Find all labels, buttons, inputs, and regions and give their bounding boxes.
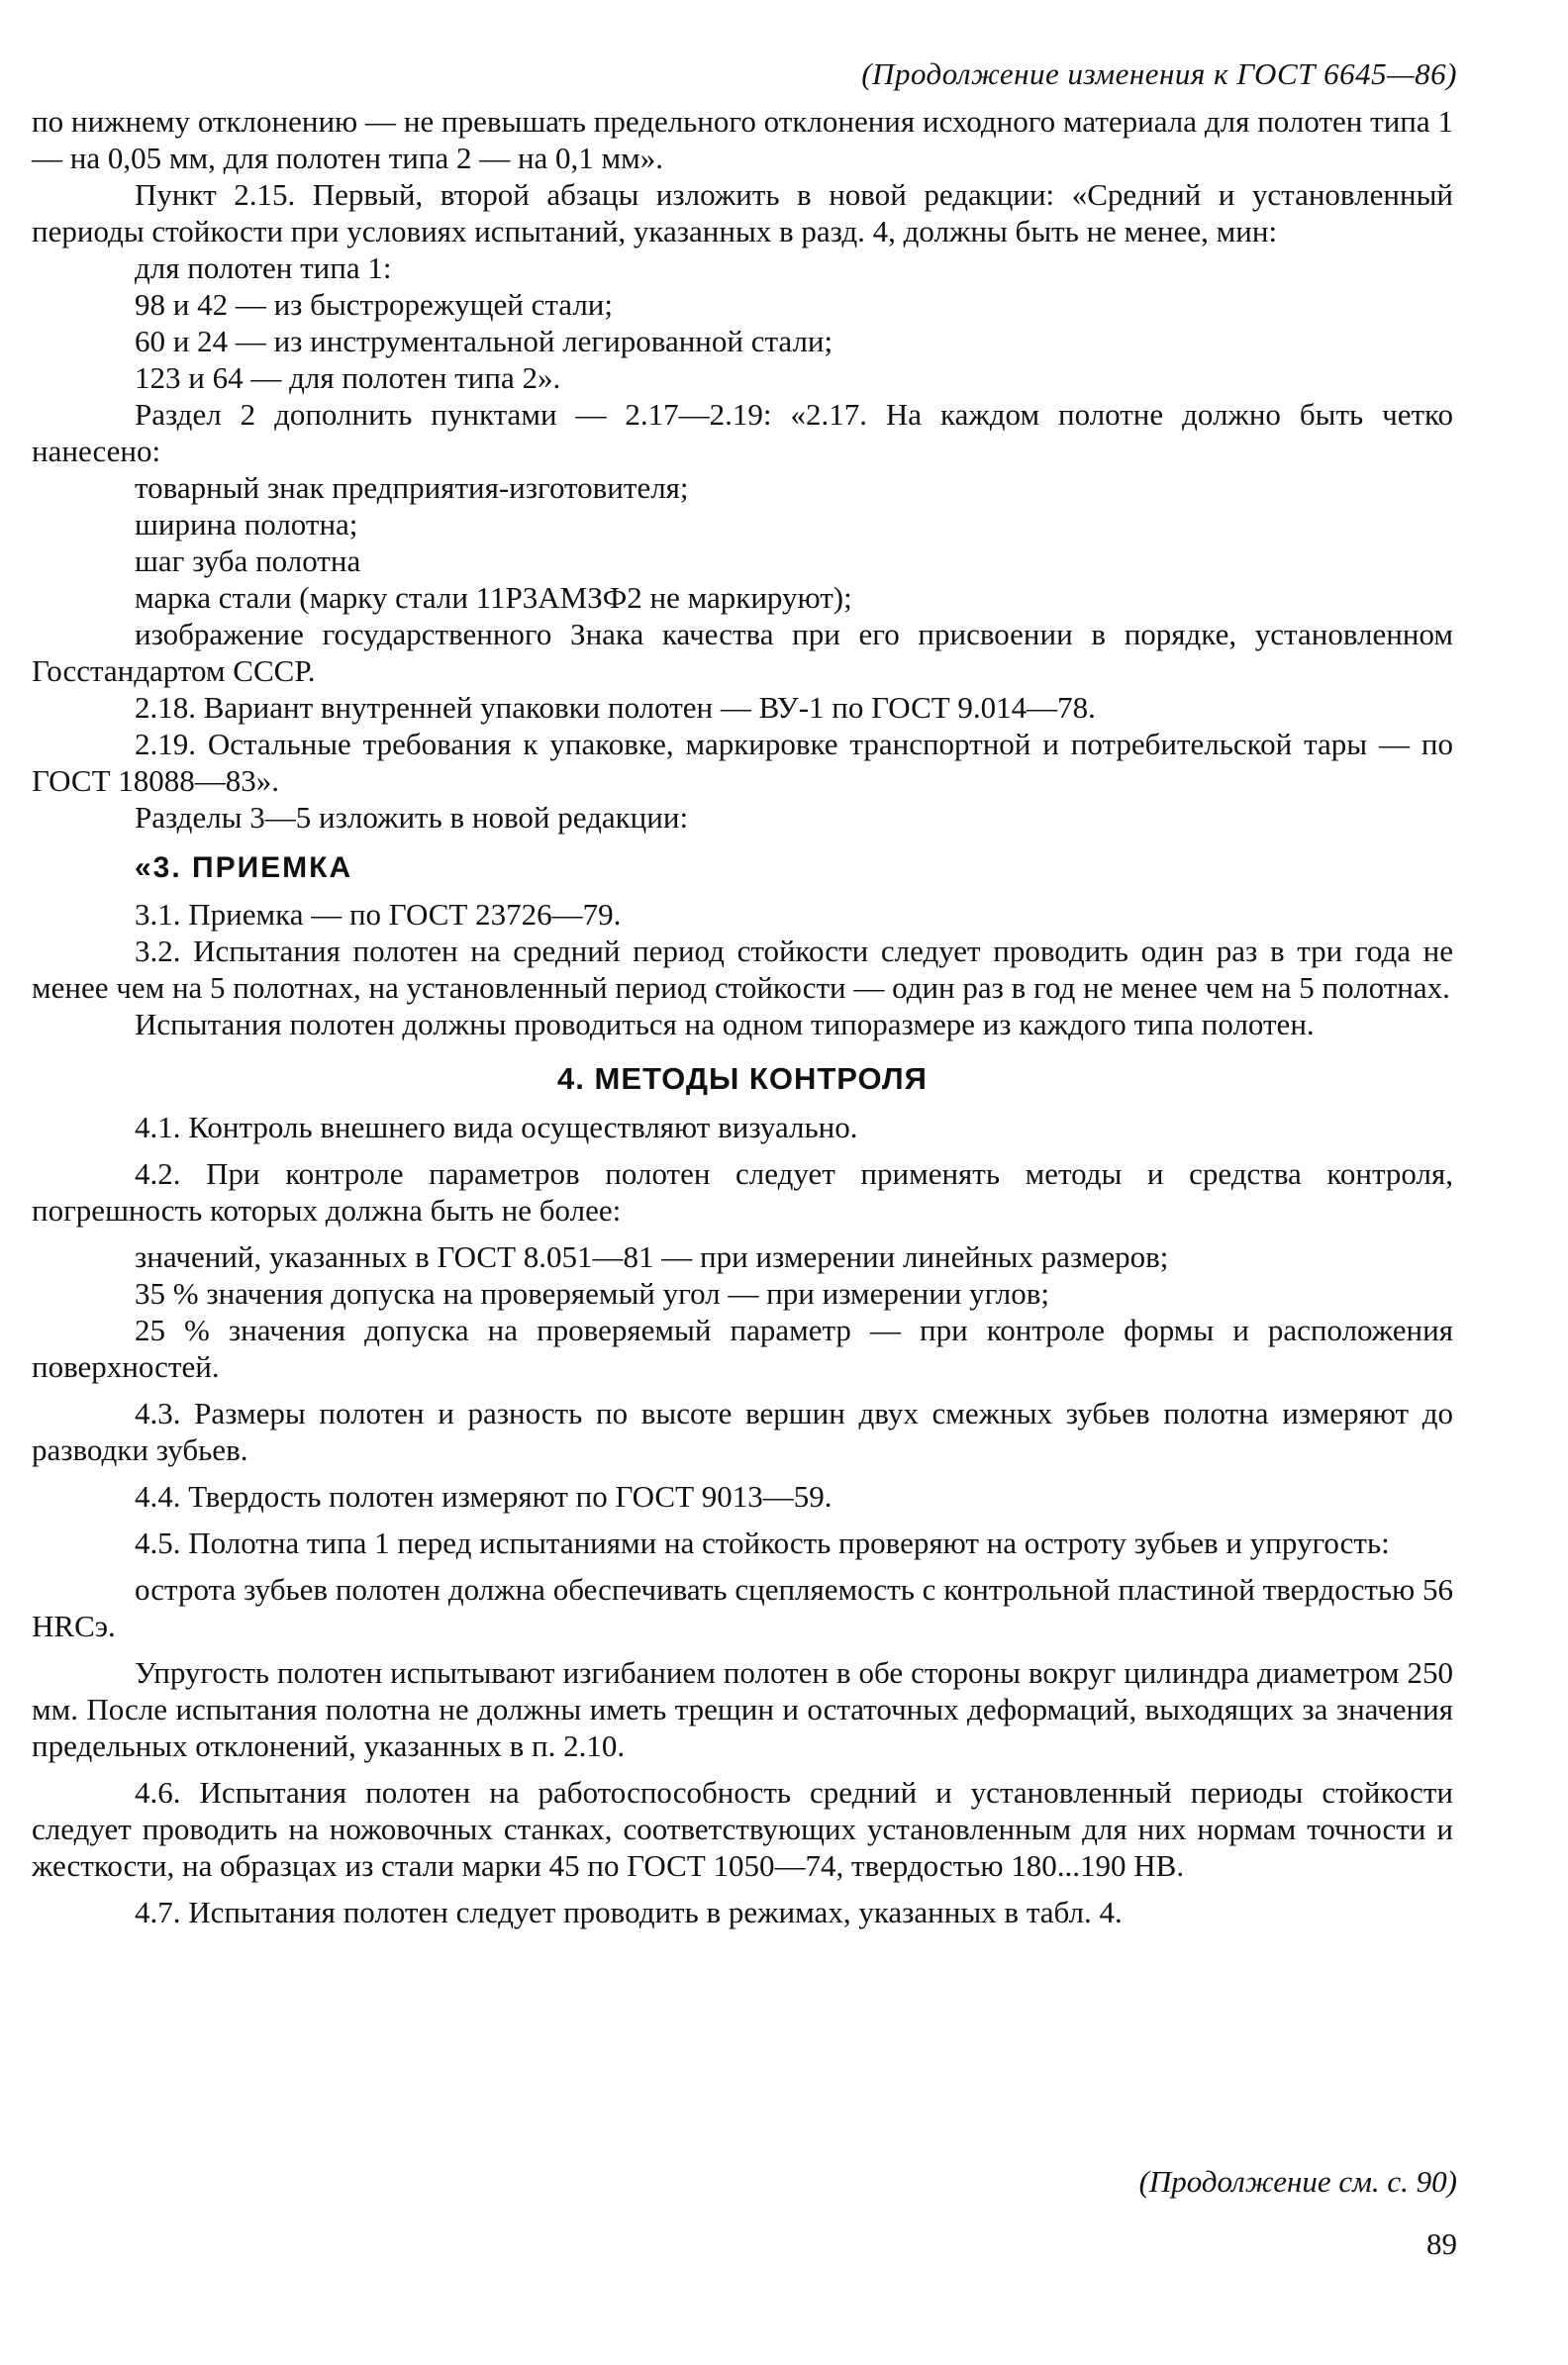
paragraph: значений, указанных в ГОСТ 8.051—81 — при измерении линейных размеров;	[135, 1239, 1169, 1274]
paragraph: 4.5. Полотна типа 1 перед испытаниями на стойкость проверяют на остроту зубьев и упругость:	[135, 1526, 1390, 1560]
paragraph: 25 % значения допуска на проверяемый параметр — при контроле формы и расположения поверхностей.	[32, 1313, 1453, 1384]
paragraph: Раздел 2 дополнить пунктами — 2.17—2.19: «2.17. На каждом полотне должно быть четко нанесено:	[32, 397, 1453, 468]
paragraph: 4.4. Твердость полотен измеряют по ГОСТ 9013—59.	[135, 1479, 833, 1514]
page-number: 89	[1426, 2226, 1457, 2261]
paragraph: изображение государственного Знака качества при его присвоении в порядке, установленном Госстандартом СССР.	[32, 617, 1453, 688]
document-body	[32, 103, 1453, 1930]
paragraph: Пункт 2.15. Первый, второй абзацы изложить в новой редакции: «Средний и установленный периоды стойкости при условиях испытаний, указанных в разд. 4, должны быть не менее, мин:	[32, 177, 1453, 248]
paragraph: 35 % значения допуска на проверяемый угол — при измерении углов;	[135, 1276, 1049, 1311]
running-header: (Продолжение изменения к ГОСТ 6645—86)	[861, 56, 1457, 91]
paragraph: 3.1. Приемка — по ГОСТ 23726—79.	[135, 897, 622, 932]
list-item: ширина полотна;	[135, 507, 358, 542]
paragraph: 4.6. Испытания полотен на работоспособность средний и установленный периоды стойкости следует проводить на ножовочных станках, соответствующих установленным для них нормам точности и жесткости, на образцах из стали марки 45 по ГОСТ 1050—74, твердостью 180...190 НВ.	[32, 1775, 1453, 1883]
paragraph: по нижнему отклонению — не превышать предельного отклонения исходного материала для полотен типа 1 — на 0,05 мм, для полотен типа 2 — на 0,1 мм».	[32, 104, 1453, 175]
list-item: шаг зуба полотна	[135, 543, 361, 578]
section-heading-control-methods: 4. МЕТОДЫ КОНТРОЛЯ	[557, 1061, 928, 1096]
paragraph: Упругость полотен испытывают изгибанием полотен в обе стороны вокруг цилиндра диаметром 250 мм. После испытания полотна не должны иметь трещин и остаточных деформаций, выходящих за значения предельных отклонений, указанных в п. 2.10.	[32, 1655, 1453, 1763]
list-item: для полотен типа 1:	[135, 250, 392, 285]
list-item: 123 и 64 — для полотен типа 2».	[135, 360, 561, 395]
paragraph: 4.7. Испытания полотен следует проводить в режимах, указанных в табл. 4.	[135, 1895, 1123, 1929]
list-item: товарный знак предприятия-изготовителя;	[135, 470, 689, 505]
section-heading-acceptance: «3. ПРИЕМКА	[135, 851, 353, 884]
paragraph: 2.18. Вариант внутренней упаковки полотен — ВУ-1 по ГОСТ 9.014—78.	[135, 690, 1096, 725]
paragraph: Испытания полотен должны проводиться на одном типоразмере из каждого типа полотен.	[135, 1007, 1315, 1041]
paragraph: острота зубьев полотен должна обеспечивать сцепляемость с контрольной пластиной твердостью 56 HRCэ.	[32, 1572, 1453, 1643]
list-item: марка стали (марку стали 11Р3АМЗФ2 не маркируют);	[135, 580, 852, 615]
paragraph: 3.2. Испытания полотен на средний период стойкости следует проводить один раз в три года не менее чем на 5 полотнах, на установленный период стойкости — один раз в год не менее чем на 5 полотнах.	[32, 934, 1453, 1005]
paragraph: Разделы 3—5 изложить в новой редакции:	[135, 800, 689, 835]
paragraph: 4.3. Размеры полотен и разность по высоте вершин двух смежных зубьев полотна измеряют до разводки зубьев.	[32, 1396, 1453, 1467]
paragraph: 2.19. Остальные требования к упаковке, маркировке транспортной и потребительской тары — по ГОСТ 18088—83».	[32, 727, 1453, 798]
list-item: 60 и 24 — из инструментальной легированной стали;	[135, 324, 833, 358]
list-item: 98 и 42 — из быстрорежущей стали;	[135, 287, 613, 322]
paragraph: 4.1. Контроль внешнего вида осуществляют визуально.	[135, 1110, 858, 1144]
paragraph: 4.2. При контроле параметров полотен следует применять методы и средства контроля, погрешность которых должна быть не более:	[32, 1156, 1453, 1228]
continuation-note: (Продолжение см. с. 90)	[1138, 2164, 1457, 2199]
